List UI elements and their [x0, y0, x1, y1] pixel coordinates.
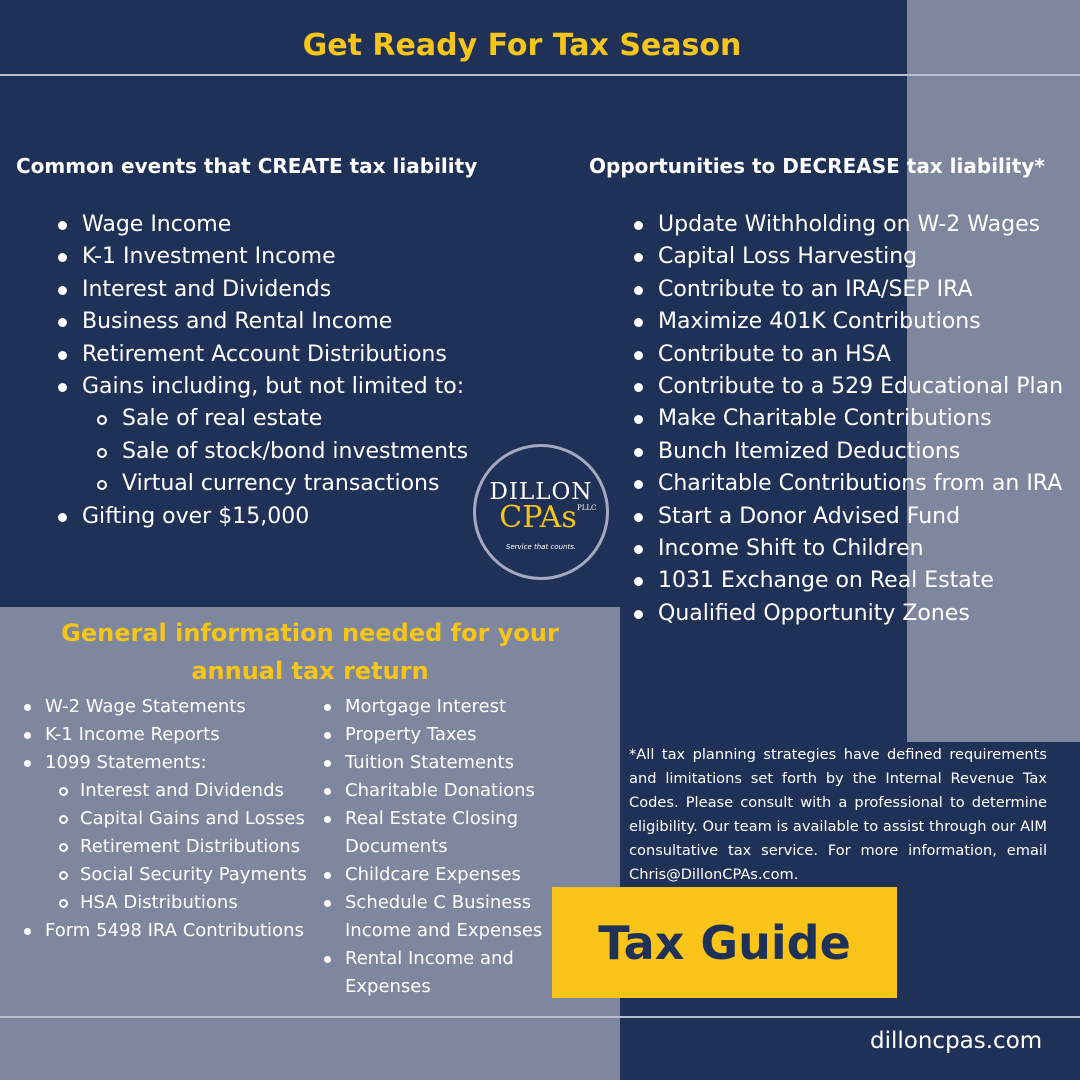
list-item: W-2 Wage Statements	[22, 693, 307, 721]
list-item: Contribute to a 529 Educational Plan	[632, 371, 1063, 403]
sub-list-item: Virtual currency transactions	[56, 468, 468, 500]
decrease-liability-list	[632, 209, 1063, 630]
list-item: Interest and Dividends	[56, 274, 468, 306]
footer-divider	[0, 1016, 1080, 1018]
list-item: Wage Income	[56, 209, 468, 241]
sub-list-item: Interest and Dividends	[22, 777, 307, 805]
disclaimer-text: *All tax planning strategies have defined requirements and limitations set forth by the Internal Revenue Tax Codes. Please consult with a professional to determine eligibility. Our team is available to assist through our AIM consultative tax service. For more information, email Chris@DillonCPAs.com.	[629, 746, 1047, 883]
list-item: Gifting over $15,000	[56, 501, 468, 533]
logo-cpas: CPAs	[499, 500, 577, 535]
list-item: Contribute to an IRA/SEP IRA	[632, 274, 1063, 306]
list-item: 1099 Statements:	[22, 749, 307, 777]
tax-guide-label: Tax Guide	[598, 915, 851, 970]
list-item: Business and Rental Income	[56, 306, 468, 338]
list-item: Form 5498 IRA Contributions	[22, 917, 307, 945]
header-divider	[0, 74, 1080, 76]
create-liability-list	[56, 209, 468, 533]
sub-list-item: HSA Distributions	[22, 889, 307, 917]
logo-pllc: PLLC	[577, 504, 597, 512]
list-item: K-1 Income Reports	[22, 721, 307, 749]
sub-list-item: Capital Gains and Losses	[22, 805, 307, 833]
list-item-continuation: Income and Expenses	[345, 920, 543, 941]
list-item: Make Charitable Contributions	[632, 403, 1063, 435]
sub-list-item: Sale of real estate	[56, 403, 468, 435]
list-item: Retirement Account Distributions	[56, 339, 468, 371]
list-item: Qualified Opportunity Zones	[632, 598, 1063, 630]
list-item: K-1 Investment Income	[56, 241, 468, 273]
dillon-cpas-logo	[473, 444, 609, 580]
sub-list-item: Social Security Payments	[22, 861, 307, 889]
list-item: Tuition Statements	[322, 749, 542, 777]
list-item: Schedule C Business	[322, 889, 542, 917]
list-item: 1031 Exchange on Real Estate	[632, 565, 1063, 597]
list-item-continuation: Documents	[345, 836, 448, 857]
list-item: Income Shift to Children	[632, 533, 1063, 565]
list-item: Charitable Contributions from an IRA	[632, 468, 1063, 500]
list-item: Maximize 401K Contributions	[632, 306, 1063, 338]
list-item: Rental Income and	[322, 945, 542, 973]
page-title: Get Ready For Tax Season	[302, 28, 742, 63]
tax-guide-badge	[552, 887, 897, 998]
list-item: Charitable Donations	[322, 777, 542, 805]
list-item: Start a Donor Advised Fund	[632, 501, 1063, 533]
sub-list-item: Retirement Distributions	[22, 833, 307, 861]
list-item: Gains including, but not limited to:	[56, 371, 468, 403]
list-item: Property Taxes	[322, 721, 542, 749]
list-item: Real Estate Closing	[322, 805, 542, 833]
list-item: Childcare Expenses	[322, 861, 542, 889]
logo-tagline: Service that counts.	[505, 543, 577, 551]
general-info-heading: General information needed for your annual tax return	[61, 619, 559, 685]
sub-list-item: Sale of stock/bond investments	[56, 436, 468, 468]
list-item: Capital Loss Harvesting	[632, 241, 1063, 273]
list-item: Update Withholding on W-2 Wages	[632, 209, 1063, 241]
list-item: Contribute to an HSA	[632, 339, 1063, 371]
general-info-list-1	[22, 693, 307, 945]
website-link[interactable]: dilloncpas.com	[870, 1028, 1043, 1054]
create-liability-heading: Common events that CREATE tax liability	[16, 154, 478, 178]
logo-wordmark: DILLON	[489, 479, 593, 505]
list-item: Bunch Itemized Deductions	[632, 436, 1063, 468]
general-info-list-2	[322, 693, 542, 1001]
list-item-continuation: Expenses	[345, 976, 431, 997]
decrease-liability-heading: Opportunities to DECREASE tax liability*	[589, 154, 1045, 178]
list-item: Mortgage Interest	[322, 693, 542, 721]
